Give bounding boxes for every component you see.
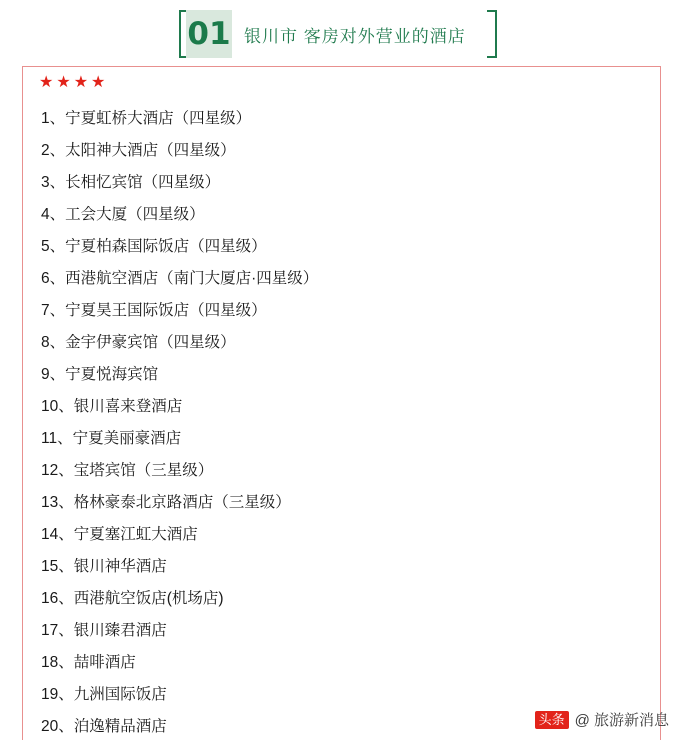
list-item: 9、宁夏悦海宾馆 <box>41 366 159 383</box>
list-item: 1、宁夏虹桥大酒店（四星级） <box>41 110 252 127</box>
list-item: 11、宁夏美丽豪酒店 <box>41 430 182 447</box>
star-decoration <box>39 75 105 91</box>
list-item: 4、工会大厦（四星级） <box>41 206 205 223</box>
list-item: 5、宁夏柏森国际饭店（四星级） <box>41 238 267 255</box>
page-header <box>0 0 683 68</box>
list-item: 15、银川神华酒店 <box>41 558 167 575</box>
watermark-text: @ 旅游新消息 <box>574 712 669 729</box>
list-item: 16、西港航空饭店(机场店) <box>41 590 224 607</box>
list-item: 7、宁夏昊王国际饭店（四星级） <box>41 302 267 319</box>
list-item: 3、长相忆宾馆（四星级） <box>41 174 221 191</box>
list-item: 10、银川喜来登酒店 <box>41 398 183 415</box>
list-item: 13、格林豪泰北京路酒店（三星级） <box>41 494 291 511</box>
star-icon: ★ <box>56 74 71 91</box>
hotel-list-card <box>22 66 661 740</box>
list-item: 8、金宇伊豪宾馆（四星级） <box>41 334 236 351</box>
list-item: 20、泊逸精品酒店 <box>41 718 167 735</box>
header-content <box>186 10 466 58</box>
list-item: 19、九洲国际饭店 <box>41 686 167 703</box>
list-item: 6、西港航空酒店（南门大厦店·四星级） <box>41 270 319 287</box>
star-icon: ★ <box>73 74 89 91</box>
list-item: 18、喆啡酒店 <box>41 654 136 671</box>
page-title: 银川市 客房对外营业的酒店 <box>244 26 466 46</box>
header-bracket-right <box>487 10 497 58</box>
list-item: 12、宝塔宾馆（三星级） <box>41 462 214 479</box>
star-icon: ★ <box>39 74 54 91</box>
section-number-badge: 01 <box>186 10 232 58</box>
toutiao-logo: 头条 <box>535 711 569 729</box>
list-item: 2、太阳神大酒店（四星级） <box>41 142 236 159</box>
list-item: 14、宁夏塞江虹大酒店 <box>41 526 198 543</box>
list-item: 17、银川臻君酒店 <box>41 622 167 639</box>
star-icon: ★ <box>91 74 106 91</box>
watermark <box>535 709 669 730</box>
hotel-list <box>23 103 660 743</box>
